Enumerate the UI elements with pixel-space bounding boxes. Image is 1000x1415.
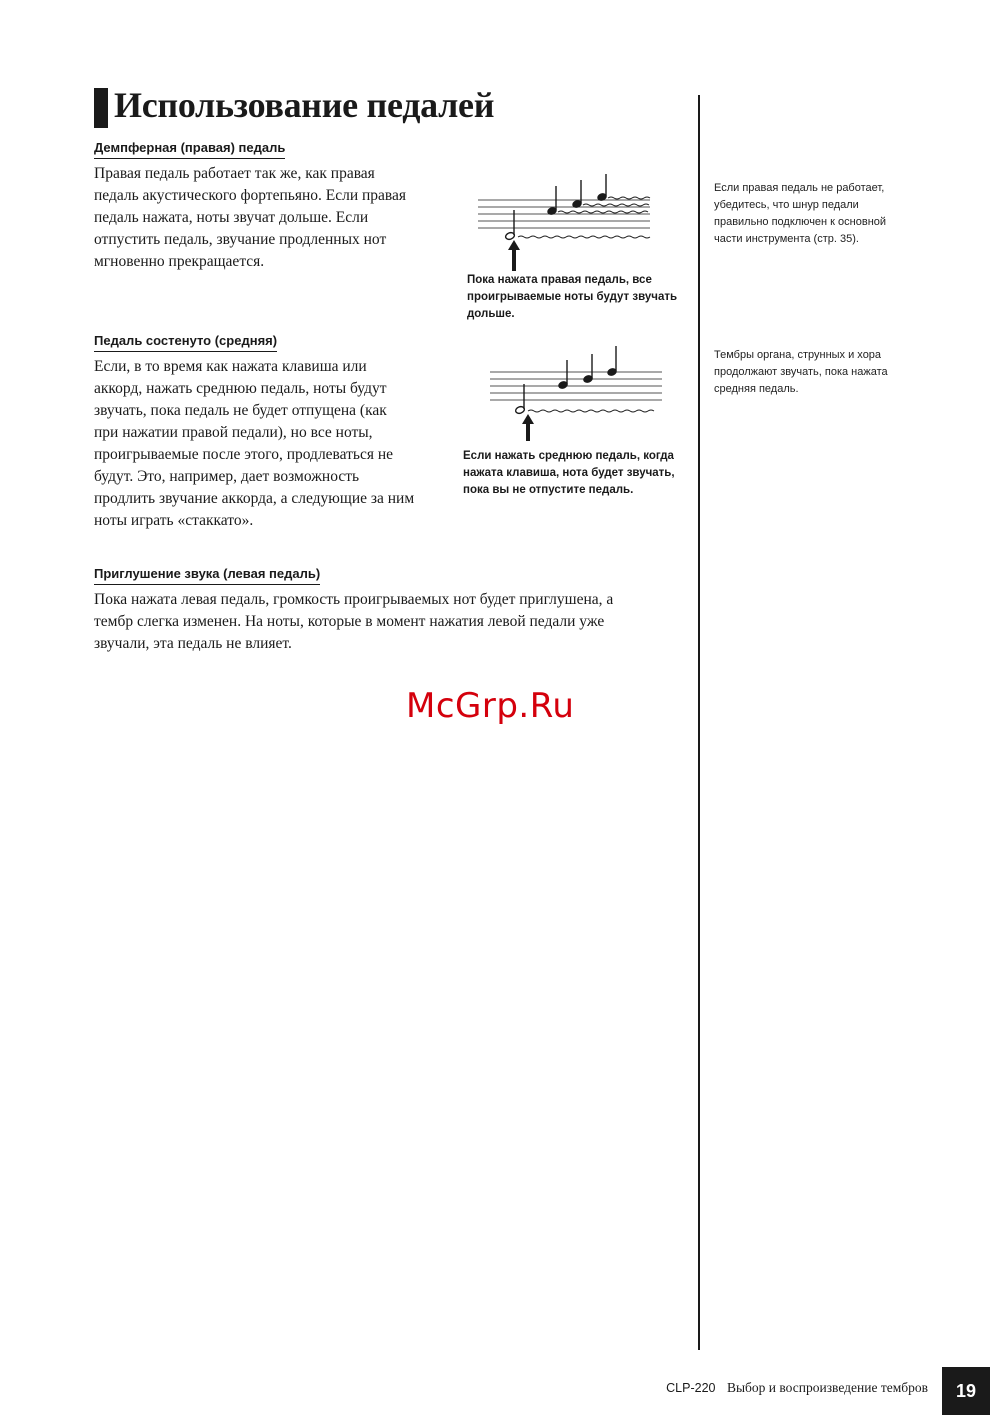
paragraph-line: педаль нажата, ноты звучат дольше. Если [94, 209, 369, 226]
note-quarter [597, 174, 607, 201]
side-note-sostenuto [714, 347, 904, 398]
paragraph-line: продлить звучание аккорда, а следующие за ним [94, 490, 415, 507]
section-paragraph-sostenuto [94, 356, 414, 532]
sustain-wave [528, 410, 654, 412]
note-quarter [583, 354, 593, 383]
page-number-tab [942, 1367, 990, 1415]
side-note-line: продолжают звучать, пока нажата [714, 366, 888, 378]
note-half [515, 384, 526, 415]
title-bar-marker [94, 88, 108, 128]
note-quarter [558, 360, 568, 389]
note-quarter [547, 186, 557, 215]
sustain-wave [583, 204, 649, 206]
note-quarter [607, 346, 617, 376]
paragraph-line: ноты играть «стаккато». [94, 512, 254, 529]
section-paragraph-damper [94, 163, 406, 273]
footer-model: CLP-220 [666, 1381, 716, 1395]
paragraph-line: педаль акустического фортепьяно. Если правая [94, 187, 407, 204]
note-half [505, 210, 516, 241]
paragraph-line: при нажатии правой педали), но все ноты, [94, 424, 373, 441]
caption-line: проигрываемые ноты будут звучать [467, 291, 678, 303]
damper-notation-figure [478, 180, 658, 275]
side-note-line: Если правая педаль не работает, [714, 182, 885, 194]
paragraph-line: Пока нажата левая педаль, громкость проигрываемых нот будет приглушена, а [94, 591, 614, 608]
paragraph-line: будут. Это, например, дает возможность [94, 468, 360, 485]
section-heading-damper: Демпферная (правая) педаль [94, 140, 285, 159]
paragraph-line: мгновенно прекращается. [94, 253, 265, 270]
page-footer [666, 1380, 928, 1396]
caption-damper [467, 272, 677, 323]
caption-line: нажата клавиша, нота будет звучать, [463, 467, 675, 479]
caption-line: пока вы не отпустите педаль. [463, 484, 634, 496]
paragraph-line: Если, в то время как нажата клавиша или [94, 358, 367, 375]
side-note-line: Тембры органа, струнных и хора [714, 349, 882, 361]
page-title: Использование педалей [114, 85, 495, 125]
sustain-wave [608, 197, 650, 199]
paragraph-line: звучали, эта педаль не влияет. [94, 635, 292, 652]
section-heading-sostenuto: Педаль состенуто (средняя) [94, 333, 277, 352]
paragraph-line: проигрываемые после этого, продлеваться не [94, 446, 394, 463]
paragraph-line: аккорд, нажать среднюю педаль, ноты будут [94, 380, 387, 397]
caption-sostenuto [463, 448, 675, 499]
paragraph-line: звучать, пока педаль не будет отпущена (как [94, 402, 387, 419]
sustain-wave [558, 211, 648, 213]
caption-line: Пока нажата правая педаль, все [467, 274, 652, 286]
side-note-line: убедитесь, что шнур педали [714, 199, 859, 211]
sostenuto-notation-figure [490, 350, 665, 445]
paragraph-line: Правая педаль работает так же, как правая [94, 165, 375, 182]
page-number: 19 [955, 1380, 977, 1401]
pedal-arrow [522, 414, 534, 441]
section-heading-soft: Приглушение звука (левая педаль) [94, 566, 320, 585]
section-paragraph-soft [94, 589, 613, 655]
paragraph-line: отпустить педаль, звучание продленных нот [94, 231, 387, 248]
caption-line: дольше. [467, 308, 515, 320]
pedal-arrow [508, 240, 520, 271]
note-quarter [572, 180, 582, 208]
paragraph-line: тембр слегка изменен. На ноты, которые в момент нажатия левой педали уже [94, 613, 605, 630]
margin-divider [698, 95, 700, 1350]
side-note-damper [714, 180, 904, 248]
side-note-line: правильно подключен к основной [714, 216, 887, 228]
watermark-text: McGrp.Ru [406, 686, 575, 726]
footer-section-title: Выбор и воспроизведение тембров [726, 1380, 928, 1395]
caption-line: Если нажать среднюю педаль, когда [463, 450, 674, 462]
side-note-line: части инструмента (стр. 35). [714, 233, 859, 245]
sustain-wave [518, 236, 650, 238]
side-note-line: средняя педаль. [714, 383, 799, 395]
